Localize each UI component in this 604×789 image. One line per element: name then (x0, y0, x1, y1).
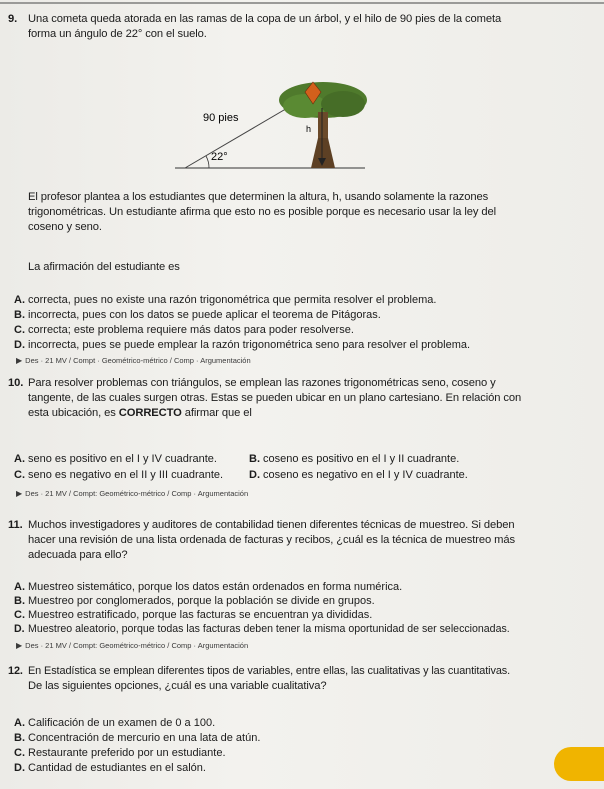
question-11-line2: hacer una revisión de una lista ordenada de facturas y recibos, ¿cuál es la técnica de muestreo más (28, 534, 515, 546)
q9-option-a[interactable]: A. correcta, pues no existe una razón trigonométrica que permita resolver el problema. (14, 294, 437, 306)
q10-option-c[interactable]: C. seno es negativo en el II y III cuadrante. (14, 469, 224, 481)
top-divider (0, 2, 604, 4)
caret-right-icon: ▶ (16, 356, 23, 365)
question-number: 10. (8, 377, 24, 389)
q10-option-a[interactable]: A. seno es positivo en el I y IV cuadrante. (14, 453, 217, 465)
q11-meta: ▶ Des · 21 MV / Compt: Geométrico-métrico / Comp · Argumentación (16, 641, 249, 650)
question-number: 9. (8, 13, 18, 25)
q12-option-a[interactable]: A. Calificación de un examen de 0 a 100. (14, 717, 216, 729)
angle-arc (206, 156, 209, 168)
q11-option-c[interactable]: C. Muestreo estratificado, porque las facturas se encuentran ya divididas. (14, 609, 373, 621)
q9-prompt: La afirmación del estudiante es (28, 261, 180, 273)
kite-tree-figure (165, 78, 375, 178)
angle-label: 22° (211, 151, 228, 163)
hypotenuse-label: 90 pies (203, 112, 239, 124)
q11-option-b[interactable]: B. Muestreo por conglomerados, porque la población se divide en grupos. (14, 595, 375, 607)
caret-right-icon: ▶ (16, 641, 23, 650)
q9-paragraph-3: coseno y seno. (28, 221, 102, 233)
height-label: h (306, 124, 312, 134)
q10-meta: ▶ Des · 21 MV / Compt: Geométrico-métrico / Comp · Argumentación (16, 489, 249, 498)
q10-option-b[interactable]: B. coseno es positivo en el I y II cuadrante. (249, 453, 460, 465)
question-11-line3: adecuada para ello? (28, 549, 128, 561)
q9-option-c[interactable]: C. correcta; este problema requiere más datos para poder resolverse. (14, 324, 354, 336)
q12-option-c[interactable]: C. Restaurante preferido por un estudiante. (14, 747, 226, 759)
question-number: 12. (8, 665, 23, 677)
q9-option-d[interactable]: D. incorrecta, pues se puede emplear la razón trigonométrica seno para resolver el problema. (14, 339, 471, 351)
question-11: 11. Muchos investigadores y auditores de contabilidad tienen diferentes técnicas de muestreo. Si deben (8, 519, 515, 531)
question-10-line3: esta ubicación, es CORRECTO afirmar que el (28, 407, 252, 419)
q9-meta: ▶ Des · 21 MV / Compt · Geométrico-métrico / Comp · Argumentación (16, 356, 251, 365)
question-12-line2: De las siguientes opciones, ¿cuál es una variable cualitativa? (28, 680, 327, 692)
q11-option-d[interactable]: D. Muestreo aleatorio, porque todas las facturas deben tener la misma oportunidad de ser seleccionadas. (14, 623, 510, 635)
tree-icon (279, 82, 367, 168)
q12-option-d[interactable]: D. Cantidad de estudiantes en el salón. (14, 762, 206, 774)
question-9: 9. Una cometa queda atorada en las ramas de la copa de un árbol, y el hilo de 90 pies de la cometa (8, 13, 502, 25)
caret-right-icon: ▶ (16, 489, 23, 498)
q10-option-d[interactable]: D. coseno es negativo en el I y IV cuadrante. (249, 469, 468, 481)
q9-option-b[interactable]: B. incorrecta, pues con los datos se puede aplicar el teorema de Pitágoras. (14, 309, 381, 321)
q11-option-a[interactable]: A. Muestreo sistemático, porque los datos están ordenados en forma numérica. (14, 581, 403, 593)
question-10-line2: tangente, de las cuales surgen otras. Estas se pueden ubicar en un plano cartesiano. En relación con (28, 392, 522, 404)
q12-option-b[interactable]: B. Concentración de mercurio en una lata de atún. (14, 732, 261, 744)
question-9-line2: forma un ángulo de 22° con el suelo. (28, 28, 207, 40)
q9-paragraph-2: trigonométricas. Un estudiante afirma que esto no es posible porque es necesario usar la ley del (28, 206, 497, 218)
q9-paragraph-1: El profesor plantea a los estudiantes que determinen la altura, h, usando solamente la razones (28, 191, 489, 203)
yellow-corner-shape (554, 747, 604, 781)
question-10: 10. Para resolver problemas con triángulos, se emplean las razones trigonométricas seno, coseno y (8, 377, 496, 389)
question-12: 12. En Estadística se emplean diferentes tipos de variables, entre ellas, las cualitativas y las cuantitativas. (8, 665, 511, 677)
question-number: 11. (8, 519, 23, 531)
